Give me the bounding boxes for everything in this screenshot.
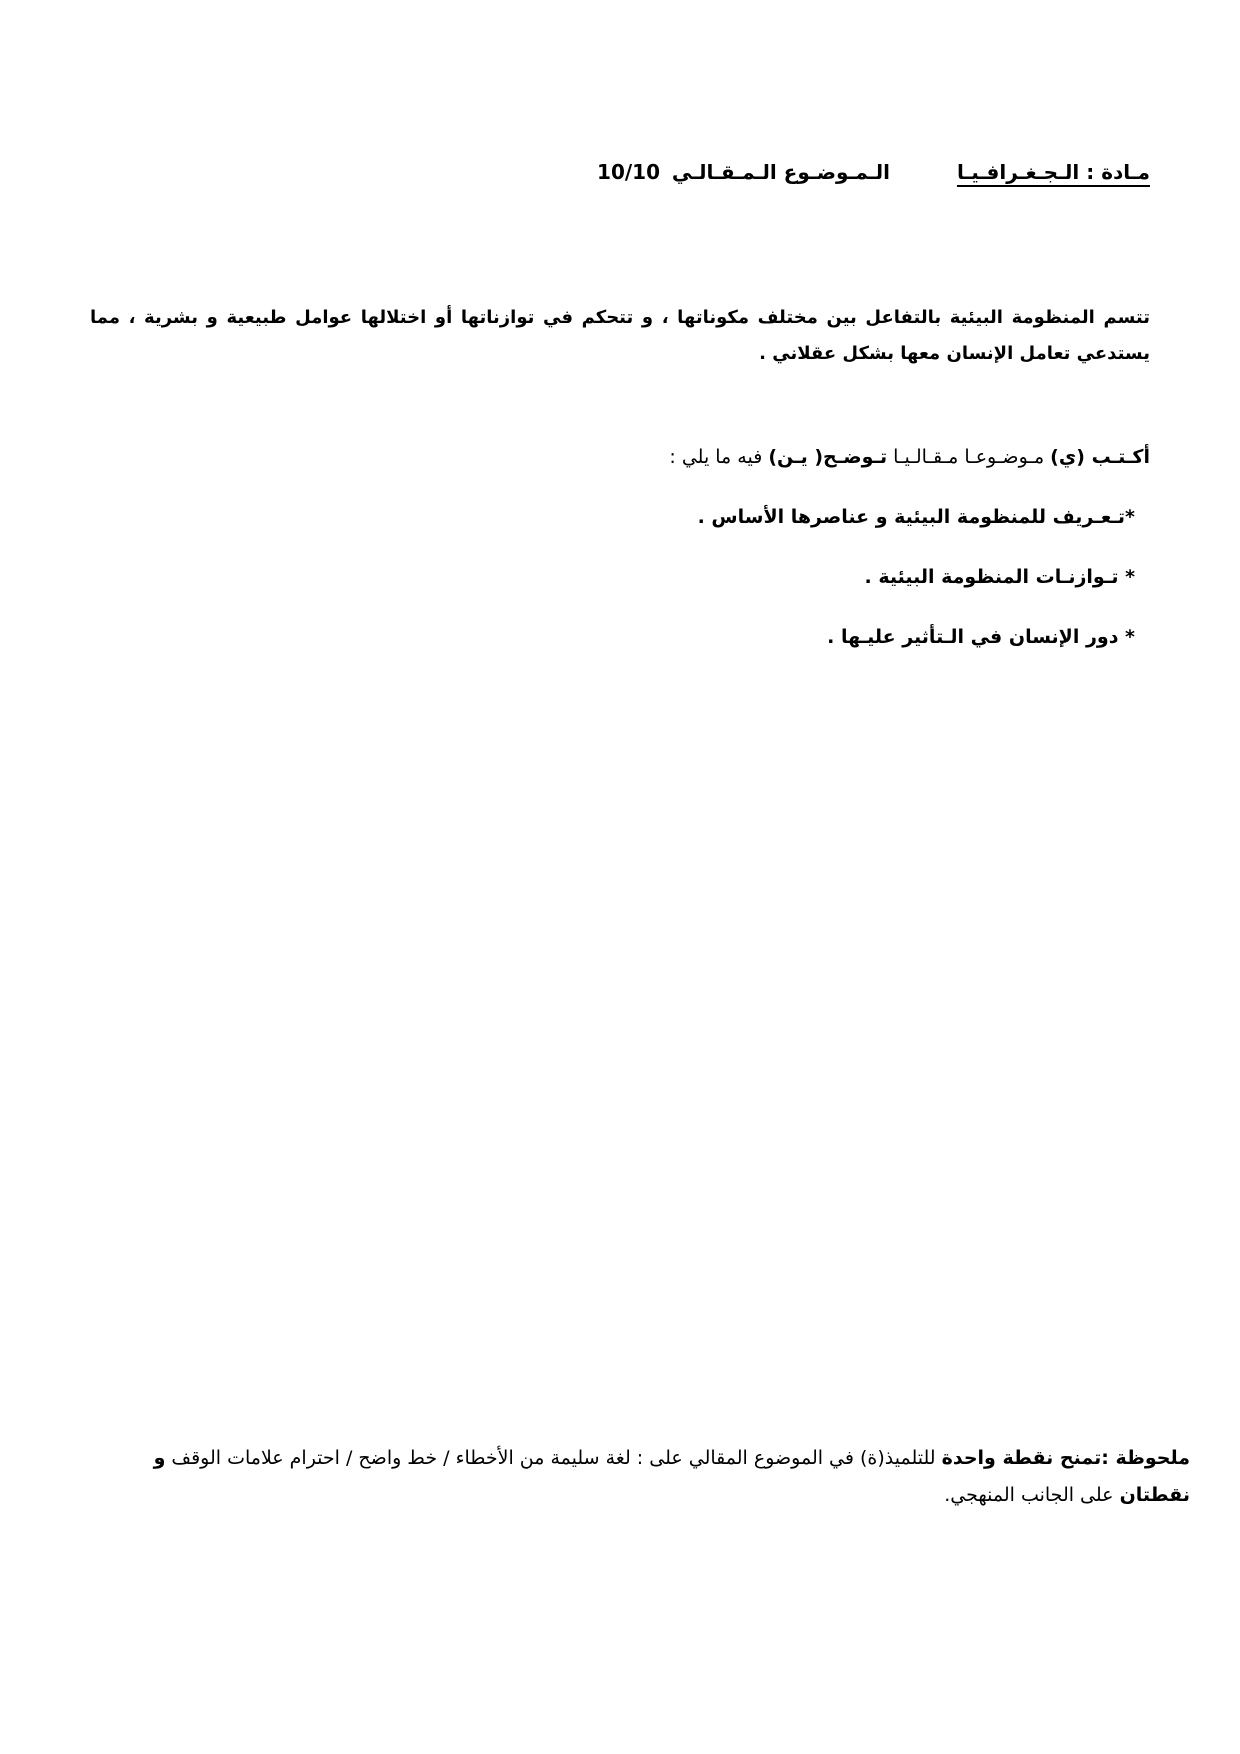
instruction-clarify: تـوضـح( يـن) [768,446,888,468]
note-text-2: على الجانب المنهجي. [944,1484,1120,1506]
intro-paragraph: تتسم المنظومة البيئية بالتفاعل بين مختلف مكوناتها ، و تتحكم في توازناتها أو اختلالها عوامل طبيعية و بشرية ، مما يستدعي تعامل الإنسان معها بشكل عقلاني . [90,307,1150,364]
grade-label: 10/10 [597,160,660,184]
subject-label: مـادة : الـجـغـرافـيـا [956,160,1150,184]
required-points-list [335,500,1135,680]
instruction-end: فيه ما يلي : [669,446,769,468]
list-item: * دور الإنسان في الـتأثير عليـها . [827,626,1135,648]
exam-header [50,160,1190,194]
instruction-line [90,440,1150,474]
list-item: * تـوازنـات المنظومة البيئية . [864,566,1135,588]
list-item: *تـعـريف للمنظومة البيئية و عناصرها الأساس . [697,506,1135,528]
instruction-write: أكـتـب (ي) [1050,446,1150,468]
instruction-middle: مـوضـوعـا مـقـالـيـا [887,446,1051,468]
note-grant: تمنح نقطة واحدة [941,1447,1102,1469]
grading-note [80,1440,1190,1514]
note-text-1: للتلميذ(ة) في الموضوع المقالي على : لغة سليمة من الأخطاء / خط واضح / احترام علامات الوقف [165,1447,942,1469]
topic-label: الـمـوضـوع الـمـقـالـي [671,160,890,184]
note-label: ملحوظة : [1101,1447,1190,1469]
note-and: و نقطتان [153,1447,1190,1506]
